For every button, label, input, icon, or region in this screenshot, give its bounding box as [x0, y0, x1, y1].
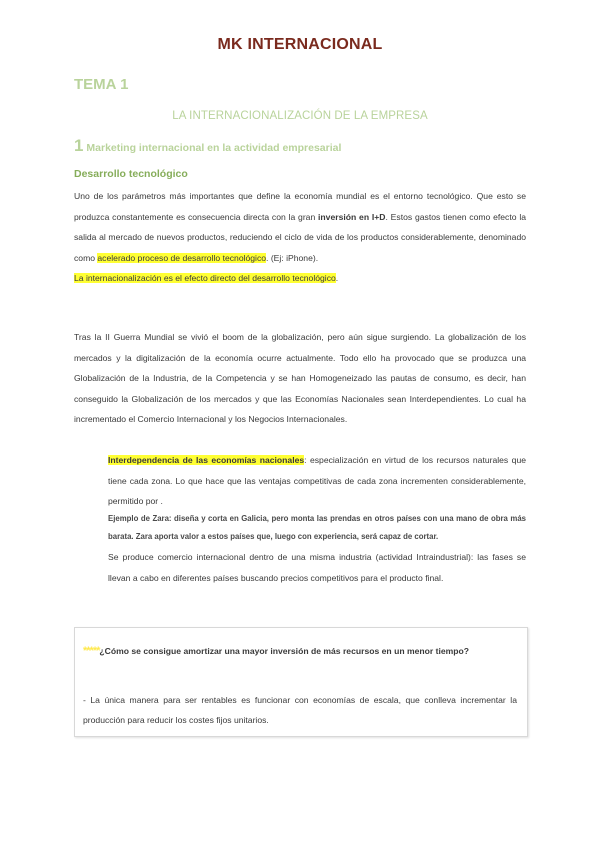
- section-number: 1: [74, 136, 84, 155]
- bold-term: inversión en I+D: [318, 211, 386, 222]
- indented-paragraph-interdependence: [108, 450, 526, 512]
- paragraph-technology: [74, 186, 526, 289]
- paragraph-text: Uno de los parámetros más importantes que define la economía mundial es el entorno tecnológico. Que esto se produzca constantemente es consecuencia directa con la gran: [74, 191, 526, 222]
- question-text: [83, 640, 517, 663]
- paragraph-text: .: [335, 273, 339, 283]
- paragraph-globalization: Tras la II Guerra Mundial se vivió el boom de la globalización, pero aún sigue surgiendo. La globalización de los mercados y la digitalización de la economía ocurre actualmente. Todo ello ha provocado que se produzca una Globalización de la Industria, de la Competencia y se han Homogeneizado las pautas de consumo, es decir, han conseguido la Globalización de los mercados y que las Economías Nacionales sean Interdependientes. Lo cual ha incrementado el Comercio Internacional y los Negocios Internacionales.: [74, 332, 526, 424]
- subsection-heading: Desarrollo tecnológico: [74, 168, 188, 180]
- paragraph-text: . Estos gastos tienen como efecto la salida al mercado de nuevos productos, reduciendo el ciclo de vida de los productos considerablemente, denominado como: [74, 211, 527, 263]
- page-title: MK INTERNACIONAL: [217, 36, 383, 53]
- highlight-term: Interdependencia de las economías nacionales: [108, 455, 305, 465]
- chapter-subtitle: LA INTERNACIONALIZACIÓN DE LA EMPRESA: [172, 110, 428, 122]
- chapter-heading: TEMA 1: [74, 76, 129, 93]
- paragraph-text: : especialización en virtud de los recursos naturales que tiene cada zona. Lo que hace que las ventajas competitivas de cada zona incrementen considerablemente, permitido por .: [108, 455, 526, 506]
- indented-example-zara: Ejemplo de Zara: diseña y corta en Galicia, pero monta las prendas en otros países con una mano de obra más barata. Zara aporta valor a estos países que, luego con experiencia, será capaz de cortar.: [108, 514, 526, 541]
- indented-paragraph-intraindustrial: Se produce comercio internacional dentro de una misma industria (actividad Intraindustrial): las fases se llevan a cabo en diferentes países buscando precios competitivos para el producto final.: [108, 552, 526, 583]
- paragraph-text: . (Ej: iPhone).: [266, 252, 319, 263]
- answer-text: - La única manera para ser rentables es funcionar con economías de escala, que conlleva incrementar la producción para reducir los costes fijos unitarios.: [83, 695, 517, 725]
- question-label: ¿Cómo se consigue amortizar una mayor inversión de más recursos en un menor tiempo?: [99, 646, 470, 656]
- section-title: Marketing internacional en la actividad empresarial: [86, 142, 342, 154]
- star-icon: *****: [83, 645, 100, 657]
- question-box: [74, 627, 528, 737]
- highlight-sentence: La internacionalización es el efecto directo del desarrollo tecnológico: [74, 273, 336, 283]
- section-heading: [74, 136, 341, 156]
- highlight-term: acelerado proceso de desarrollo tecnológico: [97, 252, 267, 263]
